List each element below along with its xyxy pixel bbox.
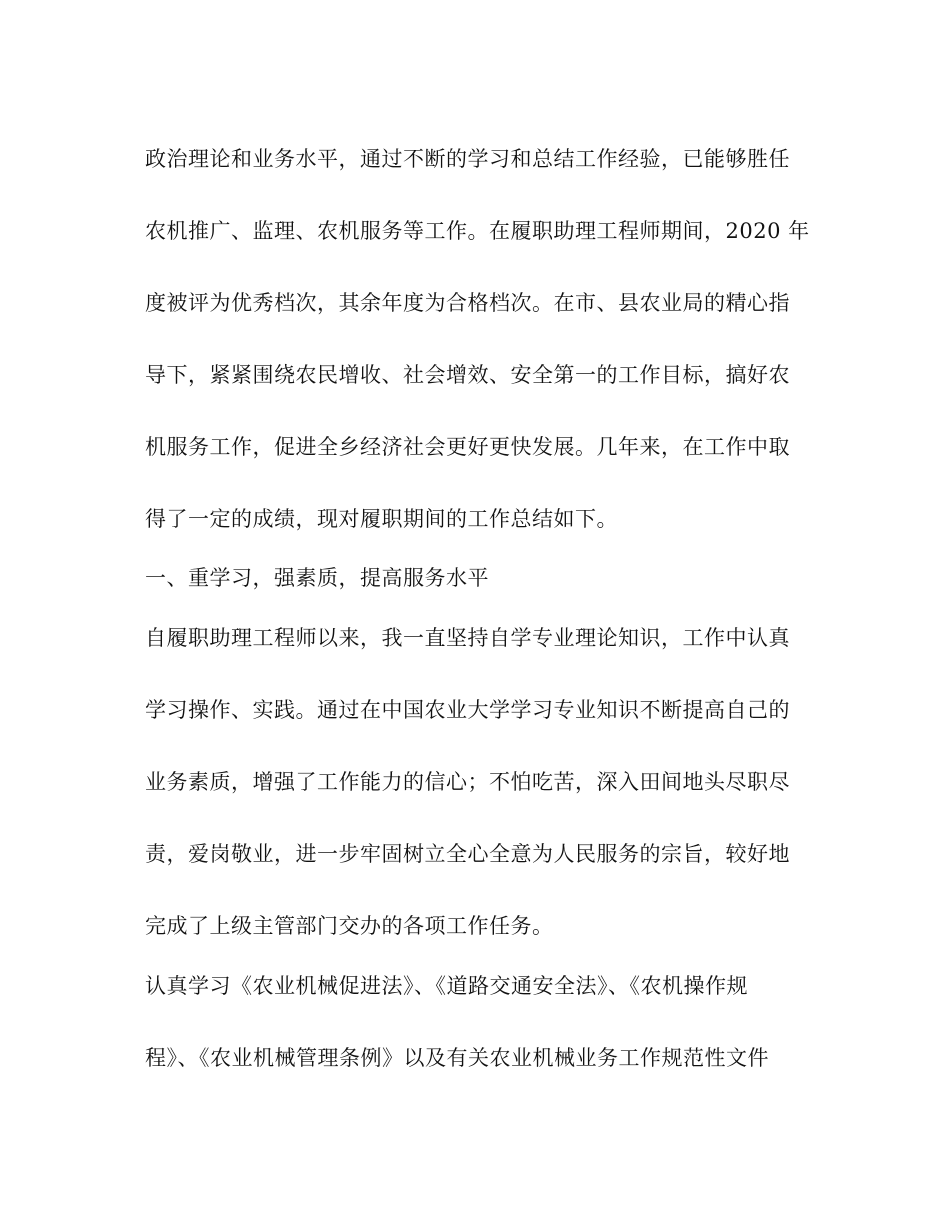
text-line: 学习操作、实践。通过在中国农业大学学习专业知识不断提高自己的 <box>145 698 790 722</box>
text-line: 认真学习《农业机械促进法》、《道路交通安全法》、《农机操作规 <box>145 974 748 998</box>
text-line: 完成了上级主管部门交办的各项工作任务。 <box>145 914 554 938</box>
text-line: 农机推广、监理、农机服务等工作。在履职助理工程师期间，2020 年 <box>145 219 810 243</box>
text-line: 导下，紧紧围绕农民增收、社会增效、安全第一的工作目标，搞好农 <box>145 363 790 387</box>
section-heading: 一、重学习，强素质，提高服务水平 <box>145 566 489 590</box>
text-line: 度被评为优秀档次，其余年度为合格档次。在市、县农业局的精心指 <box>145 291 790 315</box>
text-line: 机服务工作，促进全乡经济社会更好更快发展。几年来，在工作中取 <box>145 435 790 459</box>
text-line: 政治理论和业务水平，通过不断的学习和总结工作经验，已能够胜任 <box>145 147 790 171</box>
text-line: 业务素质，增强了工作能力的信心；不怕吃苦，深入田间地头尽职尽 <box>145 770 790 794</box>
text-line: 自履职助理工程师以来，我一直坚持自学专业理论知识，工作中认真 <box>145 626 790 650</box>
text-line: 程》、《农业机械管理条例》以及有关农业机械业务工作规范性文件 <box>145 1046 769 1070</box>
text-line: 得了一定的成绩，现对履职期间的工作总结如下。 <box>145 507 618 531</box>
text-line: 责，爱岗敬业，进一步牢固树立全心全意为人民服务的宗旨，较好地 <box>145 842 790 866</box>
